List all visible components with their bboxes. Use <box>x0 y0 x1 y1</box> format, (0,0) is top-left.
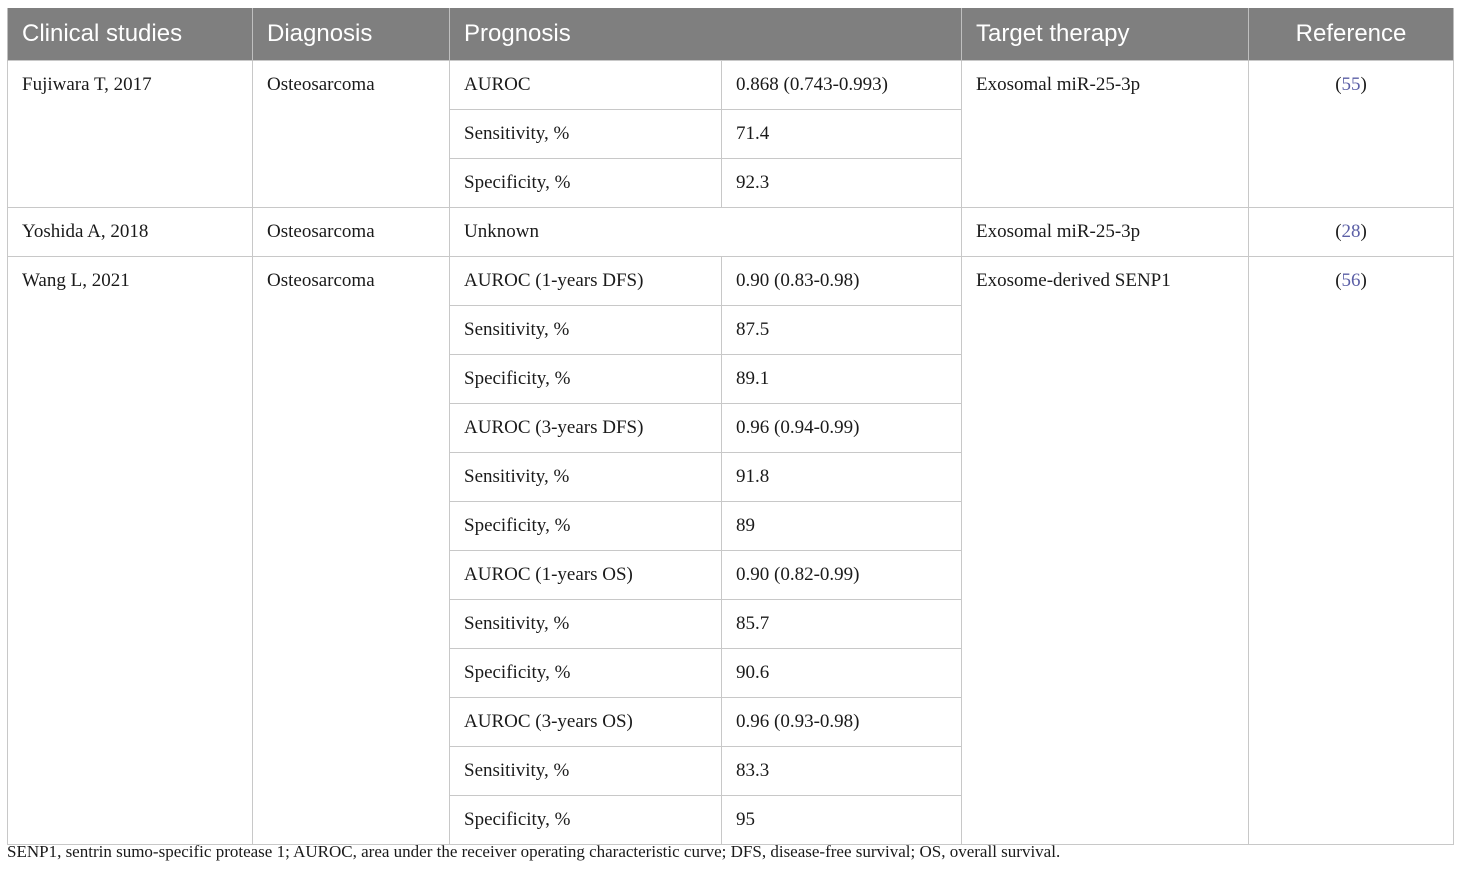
reference-close-paren: ) <box>1360 270 1367 291</box>
table-body <box>8 61 1454 845</box>
prognosis-metric-cell: Specificity, % <box>450 502 722 551</box>
prognosis-value-cell: 89 <box>722 502 962 551</box>
reference-link[interactable]: 55 <box>1341 74 1361 95</box>
clinical-studies-table <box>7 8 1454 845</box>
reference-link[interactable]: 56 <box>1341 270 1361 291</box>
prognosis-value-cell: 71.4 <box>722 110 962 159</box>
reference-open-paren: ( <box>1335 270 1342 291</box>
study-cell: Fujiwara T, 2017 <box>8 61 253 208</box>
reference-cell <box>1249 208 1454 257</box>
header-reference: Reference <box>1249 8 1454 61</box>
target-therapy-cell: Exosome-derived SENP1 <box>962 257 1249 845</box>
prognosis-metric-cell: Sensitivity, % <box>450 453 722 502</box>
prognosis-metric-cell: Sensitivity, % <box>450 110 722 159</box>
prognosis-value-cell: 0.96 (0.93-0.98) <box>722 698 962 747</box>
header-prognosis: Prognosis <box>450 8 962 61</box>
prognosis-value-cell: 91.8 <box>722 453 962 502</box>
header-diagnosis: Diagnosis <box>253 8 450 61</box>
prognosis-value-cell: 0.96 (0.94-0.99) <box>722 404 962 453</box>
header-clinical-studies: Clinical studies <box>8 8 253 61</box>
prognosis-metric-cell: Specificity, % <box>450 355 722 404</box>
target-therapy-cell: Exosomal miR-25-3p <box>962 208 1249 257</box>
prognosis-metric-cell: Sensitivity, % <box>450 306 722 355</box>
table-container <box>7 8 1453 845</box>
study-cell: Wang L, 2021 <box>8 257 253 845</box>
table-footnote: SENP1, sentrin sumo-specific protease 1; AUROC, area under the receiver operating characteristic curve; DFS, disease-free survival; OS, overall survival. <box>7 842 1061 861</box>
prognosis-metric-cell: Sensitivity, % <box>450 747 722 796</box>
reference-close-paren: ) <box>1360 74 1367 95</box>
reference-cell <box>1249 61 1454 208</box>
prognosis-value-cell: 0.868 (0.743-0.993) <box>722 61 962 110</box>
prognosis-value-cell: 0.90 (0.83-0.98) <box>722 257 962 306</box>
diagnosis-cell: Osteosarcoma <box>253 257 450 845</box>
prognosis-metric-cell: AUROC (3-years OS) <box>450 698 722 747</box>
prognosis-value-cell: 90.6 <box>722 649 962 698</box>
prognosis-value-cell: 83.3 <box>722 747 962 796</box>
reference-open-paren: ( <box>1335 74 1342 95</box>
table-row <box>8 208 1454 257</box>
reference-open-paren: ( <box>1335 221 1342 242</box>
prognosis-value-cell: 0.90 (0.82-0.99) <box>722 551 962 600</box>
prognosis-metric-cell: Specificity, % <box>450 649 722 698</box>
header-row <box>8 8 1454 61</box>
diagnosis-cell: Osteosarcoma <box>253 208 450 257</box>
reference-cell <box>1249 257 1454 845</box>
prognosis-value-cell: 95 <box>722 796 962 845</box>
prognosis-value-cell: 87.5 <box>722 306 962 355</box>
prognosis-metric-cell: Sensitivity, % <box>450 600 722 649</box>
reference-close-paren: ) <box>1360 221 1367 242</box>
reference-link[interactable]: 28 <box>1341 221 1361 242</box>
prognosis-value-cell: 89.1 <box>722 355 962 404</box>
prognosis-metric-cell: AUROC <box>450 61 722 110</box>
prognosis-metric-cell: AUROC (3-years DFS) <box>450 404 722 453</box>
prognosis-value-cell: 92.3 <box>722 159 962 208</box>
diagnosis-cell: Osteosarcoma <box>253 61 450 208</box>
prognosis-metric-cell: Specificity, % <box>450 796 722 845</box>
prognosis-cell: Unknown <box>450 208 962 257</box>
prognosis-metric-cell: AUROC (1-years OS) <box>450 551 722 600</box>
prognosis-metric-cell: AUROC (1-years DFS) <box>450 257 722 306</box>
header-target-therapy: Target therapy <box>962 8 1249 61</box>
table-row <box>8 257 1454 306</box>
prognosis-metric-cell: Specificity, % <box>450 159 722 208</box>
table-row <box>8 61 1454 110</box>
study-cell: Yoshida A, 2018 <box>8 208 253 257</box>
prognosis-value-cell: 85.7 <box>722 600 962 649</box>
target-therapy-cell: Exosomal miR-25-3p <box>962 61 1249 208</box>
